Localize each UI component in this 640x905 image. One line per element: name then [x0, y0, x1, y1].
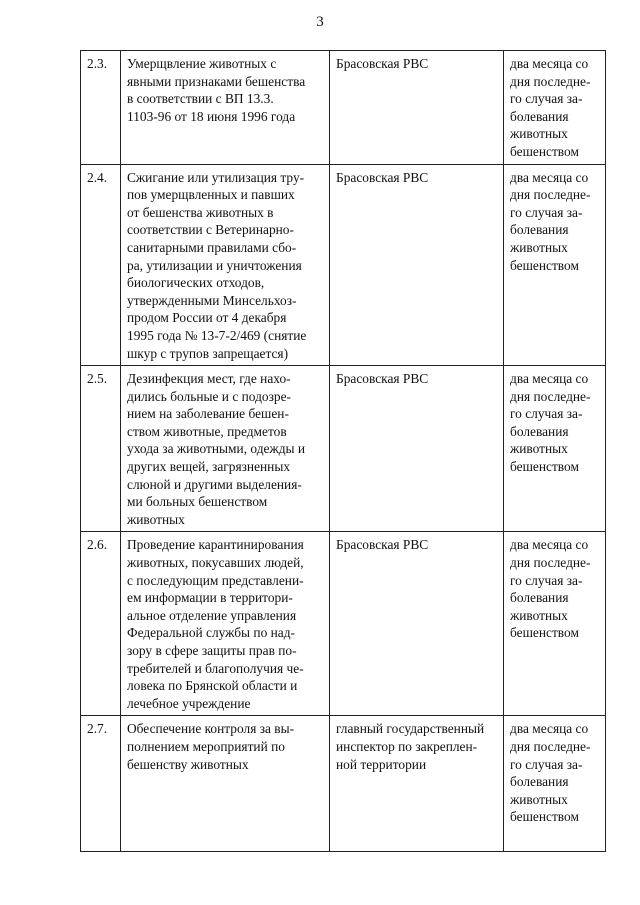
action-line: других вещей, загрязненных — [127, 459, 291, 475]
action-line: зору в сфере защиты прав по- — [127, 643, 297, 658]
term-line: животных — [510, 126, 568, 142]
action-line: дились больные и с подозре- — [127, 388, 291, 404]
term-line: болевания — [510, 423, 569, 439]
term-cell — [504, 716, 606, 852]
action-line: Умерщвление животных с — [127, 56, 277, 71]
action-line: шкур с трупов запрещается) — [127, 345, 289, 361]
action-line: животных, покусавших людей, — [127, 555, 304, 571]
executor-line: Брасовская РВС — [336, 371, 429, 387]
executor-cell — [330, 716, 504, 852]
action-line: ми больных бешенством — [127, 494, 268, 510]
action-line: животных — [127, 511, 185, 527]
term-line: бешенством — [510, 809, 579, 825]
table-row — [81, 51, 606, 165]
term-line: два месяца со — [510, 371, 589, 387]
term-line: животных — [510, 791, 568, 807]
term-line: животных — [510, 239, 568, 255]
term-line: го случая за- — [510, 756, 583, 772]
action-line: Дезинфекция мест, где нахо- — [127, 371, 291, 387]
term-cell — [504, 366, 606, 532]
table-row — [81, 716, 606, 852]
action-line: лечебное учреждение — [127, 695, 251, 711]
action-line: санитарными правилами сбо- — [127, 239, 297, 255]
term-line: два месяца со — [510, 56, 589, 71]
row-number: 2.3. — [81, 51, 121, 165]
action-line: от бешенства животных в — [127, 204, 274, 220]
term-line: дня последне- — [510, 73, 591, 89]
action-line: Сжигание или утилизация тру- — [127, 169, 305, 185]
executor-cell — [330, 164, 504, 366]
action-line: полнением мероприятий по — [127, 738, 285, 754]
executor-line: главный государственный — [336, 721, 485, 737]
action-cell — [121, 532, 330, 716]
action-line: требителей и благополучия че- — [127, 660, 304, 676]
executor-cell — [330, 532, 504, 716]
term-line: два месяца со — [510, 169, 589, 185]
term-line: го случая за- — [510, 406, 583, 422]
action-line: ем информации в территори- — [127, 590, 293, 606]
action-cell — [121, 366, 330, 532]
action-line: пов умерщвленных и павших — [127, 187, 295, 203]
action-line: ловека по Брянской области и — [127, 678, 298, 694]
executor-line: инспектор по закреплен- — [336, 738, 478, 754]
action-line: ухода за животными, одежды и — [127, 441, 306, 457]
term-line: го случая за- — [510, 204, 583, 220]
executor-cell — [330, 366, 504, 532]
term-line: дня последне- — [510, 555, 591, 571]
action-line: нием на заболевание бешен- — [127, 406, 289, 422]
row-number: 2.6. — [81, 532, 121, 716]
action-line: продом России от 4 декабря — [127, 310, 287, 326]
term-cell — [504, 532, 606, 716]
action-line: слюной и другими выделения- — [127, 476, 302, 492]
term-line: го случая за- — [510, 91, 583, 107]
term-line: два месяца со — [510, 537, 589, 553]
page-number: 3 — [316, 14, 324, 30]
action-line: с последующим представлени- — [127, 572, 304, 588]
term-line: бешенством — [510, 459, 579, 475]
executor-cell — [330, 51, 504, 165]
term-line: два месяца со — [510, 721, 589, 737]
term-line: бешенством — [510, 143, 579, 159]
action-line: альное отделение управления — [127, 607, 297, 623]
action-line: соответствии с Ветеринарно- — [127, 222, 294, 238]
action-line: ра, утилизации и уничтожения — [127, 257, 302, 273]
term-line: го случая за- — [510, 572, 583, 588]
term-cell — [504, 51, 606, 165]
action-line: биологических отходов, — [127, 275, 265, 291]
action-cell — [121, 51, 330, 165]
action-cell — [121, 716, 330, 852]
term-line: болевания — [510, 590, 569, 606]
row-number: 2.7. — [81, 716, 121, 852]
term-line: болевания — [510, 774, 569, 790]
term-line: животных — [510, 607, 568, 623]
executor-line: Брасовская РВС — [336, 537, 429, 553]
table-body — [81, 51, 606, 852]
executor-line: Брасовская РВС — [336, 56, 429, 71]
term-line: болевания — [510, 108, 569, 124]
row-number: 2.4. — [81, 164, 121, 366]
action-line: Проведение карантинирования — [127, 537, 304, 553]
table-row — [81, 366, 606, 532]
term-line: дня последне- — [510, 388, 591, 404]
term-line: бешенством — [510, 257, 579, 273]
action-line: утвержденными Минсельхоз- — [127, 292, 297, 308]
term-line: дня последне- — [510, 187, 591, 203]
term-line: дня последне- — [510, 738, 591, 754]
measures-table — [80, 50, 606, 852]
term-line: болевания — [510, 222, 569, 238]
executor-line: ной территории — [336, 756, 427, 772]
table-row — [81, 164, 606, 366]
action-line: в соответствии с ВП 13.3. — [127, 91, 274, 107]
action-line: 1995 года № 13-7-2/469 (снятие — [127, 327, 307, 343]
action-line: явными признаками бешенства — [127, 73, 306, 89]
action-line: 1103-96 от 18 июня 1996 года — [127, 108, 296, 124]
term-line: бешенством — [510, 625, 579, 641]
action-line: Федеральной службы по над- — [127, 625, 295, 641]
term-line: животных — [510, 441, 568, 457]
term-cell — [504, 164, 606, 366]
action-line: ством животные, предметов — [127, 423, 287, 439]
action-line: Обеспечение контроля за вы- — [127, 721, 295, 737]
row-number: 2.5. — [81, 366, 121, 532]
action-line: бешенству животных — [127, 756, 249, 772]
executor-line: Брасовская РВС — [336, 169, 429, 185]
action-cell — [121, 164, 330, 366]
table-row — [81, 532, 606, 716]
